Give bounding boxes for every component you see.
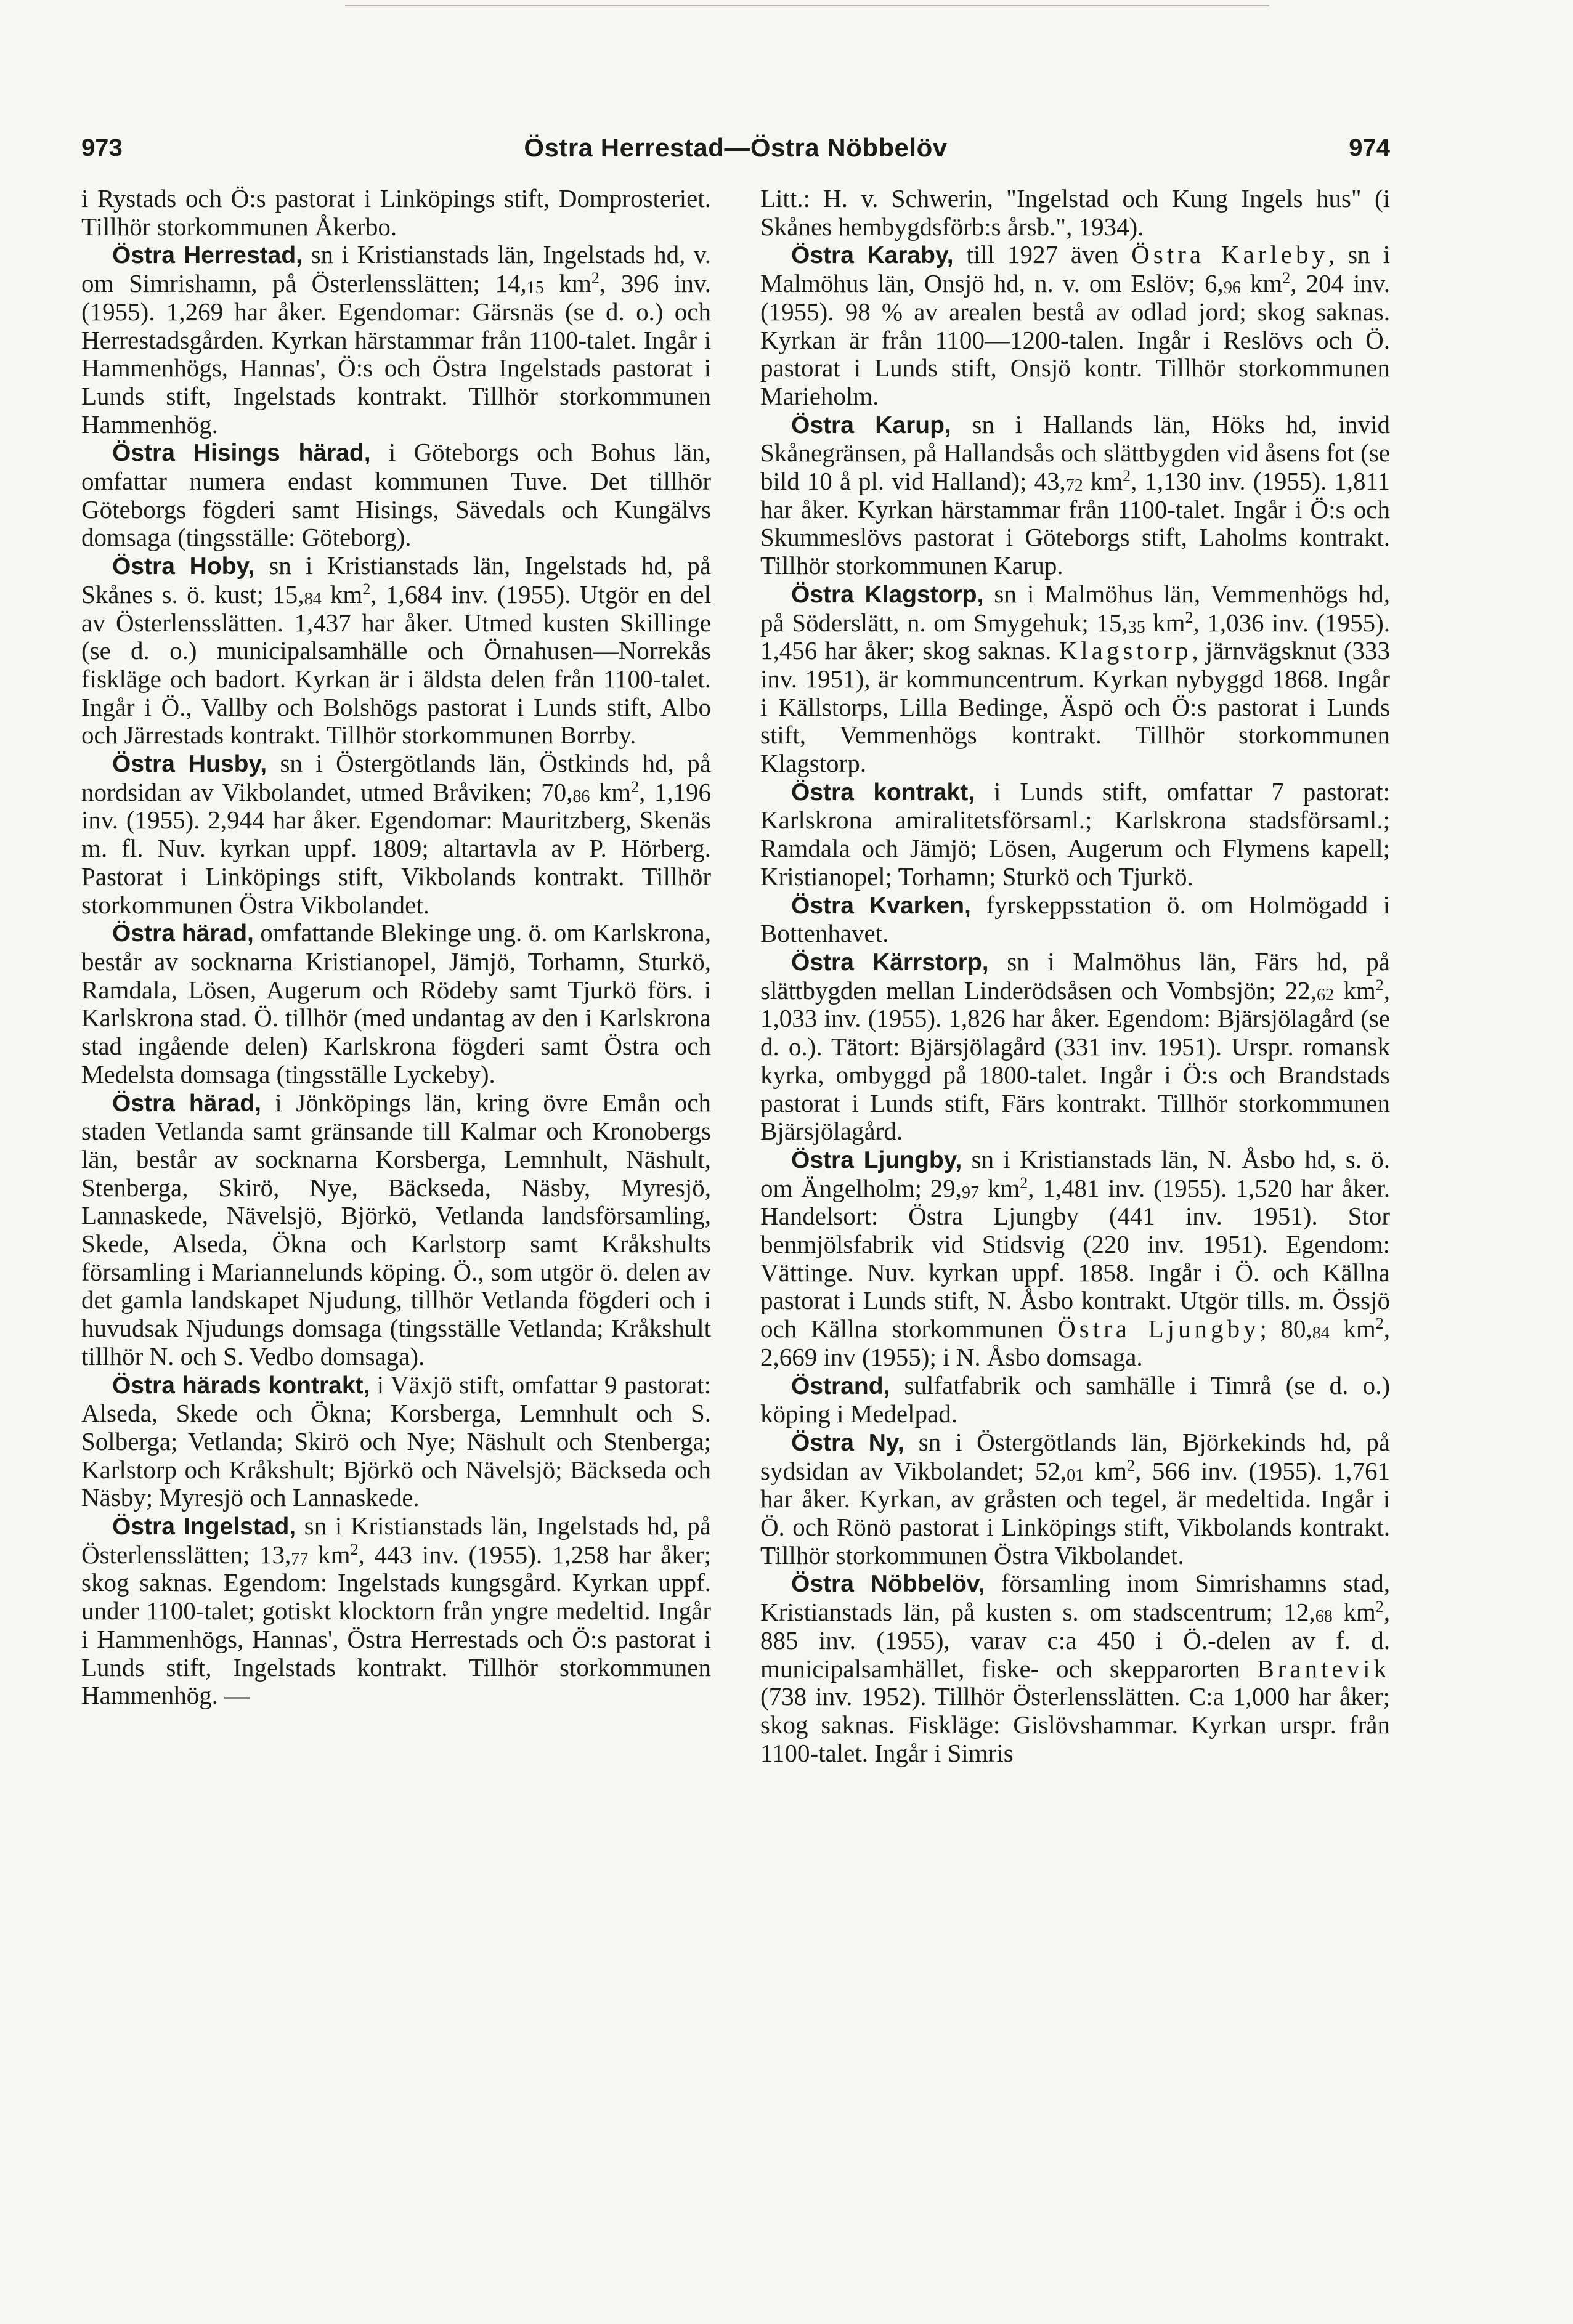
headword: Östra Husby, [112, 751, 267, 778]
entry-ostra-ingelstad: Östra Ingelstad, sn i Kristianstads län, Ingelstads hd, på Österlensslätten; $13,_{77}$ $km^2$, 443 inv. (1955). 1,258 har åker; skog saknas. Egendom: Ingelstads kungsgård. Kyrkan uppf. under 1100-talet; gotiskt klocktorn från yngre medeltid. Ingår i Hammenhögs, Hannas', Östra Herrestads och Ö:s pastorat i Lunds stift, Ingelstads kontrakt. Tillhör storkommunen Hammenhög. — [81, 1512, 712, 1710]
entry-ostra-harads-kontrakt: Östra härads kontrakt, i Växjö stift, omfattar 9 pastorat: Alseda, Skede och Ökna; Korsberga, Lemnhult och S. Solberga; Vetlanda; Skirö och Nye; Näshult och Stenberga; Karlstorp och Kråkshult; Björkö och Nävelsjö; Bäckseda och Näsby; Myresjö och Lannaskede. [81, 1370, 711, 1512]
headword: Östra Ljungby, [791, 1146, 962, 1173]
headword: Östra Hisings härad, [112, 440, 371, 467]
entry-ostra-husby: Östra Husby, sn i Östergötlands län, Östkinds hd, på nordsidan av Vikbolandet, utmed Bråviken; $70,_{86}$ $km^2$, 1,196 inv. (1955). 2,944 har åker. Egendomar: Mauritzberg, Skenäs m. fl. Nuv. kyrkan uppf. 1809; altartavla av P. Hörberg. Pastorat i Linköpings stift, Vikbolands kontrakt. Tillhör storkommunen Östra Vikbolandet. [81, 749, 711, 919]
page-number-left: 973 [81, 134, 123, 161]
headword: Östrand, [791, 1372, 890, 1399]
page-number-right: 974 [1349, 134, 1390, 161]
right-column [760, 185, 1390, 1767]
headword: Östra härad, [112, 920, 254, 947]
running-header [81, 131, 1390, 174]
entry-ostra-karup: Östra Karup, sn i Hallands län, Höks hd, invid Skånegränsen, på Hallandsås och slättbygden vid åsens fot (se bild 10 å pl. vid Halland); $43,_{72}$ $km^2$, 1,130 inv. (1955). 1,811 har åker. Kyrkan härstammar från 1100-talet. Ingår i Ö:s och Skummeslövs pastorat i Göteborgs stift, Laholms kontrakt. Tillhör storkommunen Karup. [760, 410, 1391, 580]
headword: Östra härad, [112, 1090, 261, 1117]
entry-ostra-karrstorp: Östra Kärrstorp, sn i Malmöhus län, Färs hd, på slättbygden mellan Linderödsåsen och Vombsjön; $22,_{62}$ $km^2$, 1,033 inv. (1955). 1,826 har åker. Egendom: Bjärsjölagård (se d. o.). Tätort: Bjärsjölagård (331 inv. 1951). Urspr. romansk kyrka, ombyggd på 1800-talet. Ingår i Ö:s och Brandstads pastorat i Lunds stift, Färs kontrakt. Tillhör storkommunen Bjärsjölagård. [760, 947, 1390, 1146]
headword: Östra Nöbbelöv, [791, 1571, 985, 1598]
entry-ostra-ljungby: Östra Ljungby, sn i Kristianstads län, N. Åsbo hd, s. ö. om Ängelholm; $29,_{97}$ $km^2$, 1,481 inv. (1955). 1,520 har åker. Handelsort: Östra Ljungby (441 inv. 1951). Stor benmjölsfabrik vid Stidsvig (220 inv. 1951). Egendom: Vättinge. Nuv. kyrkan uppf. 1858. Ingår i Ö. och Källna pastorat i Lunds stift, N. Åsbo kontrakt. Utgör tills. m. Össjö och Källna storkommunen Östra Ljungby; $80,_{84}$ $km^2$, 2,669 inv (1955); i N. Åsbo domsaga. [760, 1144, 1391, 1371]
entry-ostra-ny: Östra Ny, sn i Östergötlands län, Björkekinds hd, på sydsidan av Vikbolandet; $52,_{01}$ $km^2$, 566 inv. (1955). 1,761 har åker. Kyrkan, av gråsten och tegel, är medeltida. Ingår i Ö. och Rönö pastorat i Linköpings stift, Vikbolands kontrakt. Tillhör storkommunen Östra Vikbolandet. [760, 1427, 1390, 1569]
entry-ostra-karaby: Östra Karaby, till 1927 även Östra Karleby, sn i Malmöhus län, Onsjö hd, n. v. om Eslöv; $6,_{96}$ $km^2$, 204 inv. (1955). 98 % av arealen bestå av odlad jord; skog saknas. Kyrkan är från 1100—1200-talen. Ingår i Reslövs och Ö. pastorat i Lunds stift, Onsjö kontr. Tillhör storkommunen Marieholm. [760, 240, 1390, 410]
entry-ostra-hoby: Östra Hoby, sn i Kristianstads län, Ingelstads hd, på Skånes s. ö. kust; $15,_{84}$ $km^2$, 1,684 inv. (1955). Utgör en del av Österlensslätten. 1,437 har åker. Utmed kusten Skillinge (se d. o.) municipalsamhälle och Örnahusen—Norrekås fiskläge och badort. Kyrkan är i äldsta delen från 1100-talet. Ingår i Ö., Vallby och Bolshögs pastorat i Lunds stift, Albo och Järrestads kontrakt. Tillhör storkommunen Borrby. [81, 551, 711, 750]
entry-continuation: i Rystads och Ö:s pastorat i Linköpings stift, Domprosteriet. Tillhör storkommunen Åkerbo. [81, 184, 711, 241]
headword: Östra härads kontrakt, [112, 1372, 370, 1399]
headword: Östra Karup, [791, 411, 951, 439]
entry-ostra-herrestad: Östra Herrestad, sn i Kristianstads län, Ingelstads hd, v. om Simrishamn, på Österlensslätten; $14,_{15}$ $km^2$, 396 inv. (1955). 1,269 har åker. Egendomar: Gärsnäs (se d. o.) och Herrestadsgården. Kyrkan härstammar från 1100-talet. Ingår i Hammenhögs, Hannas', Ö:s och Östra Ingelstads pastorat i Lunds stift, Ingelstads kontrakt. Tillhör storkommunen Hammenhög. [81, 240, 711, 439]
entry-ostra-nobbelov: Östra Nöbbelöv, församling inom Simrishamns stad, Kristianstads län, på kusten s. om stadscentrum; $12,_{68}$ $km^2$, 885 inv. (1955), varav c:a 450 i Ö.-delen av f. d. municipalsamhället, fiske- och skepparorten Brantevik (738 inv. 1952). Tillhör Österlensslätten. C:a 1,000 har åker; skog saknas. Fiskläge: Gislövshammar. Kyrkan urspr. från 1100-talet. Ingår i Simris [760, 1569, 1391, 1767]
entry-ostra-harad-blekinge: Östra härad, omfattande Blekinge ung. ö. om Karlskrona, består av socknarna Kristianopel, Jämjö, Torhamn, Sturkö, Ramdala, Lösen, Augerum och Rödeby samt Tjurkö förs. i Karlskrona stad. Ö. tillhör (med undantag av den i Karlskrona stad ingående delen) Karlskrona fögderi samt Östra och Medelsta domsaga (tingsställe Lyckeby). [81, 918, 711, 1088]
entry-ostra-hisings-harad: Östra Hisings härad, i Göteborgs och Bohus län, omfattar numera endast kommunen Tuve. Det tillhör Göteborgs fögderi samt Hisings, Sävedals och Kungälvs domsaga (tingsställe: Göteborg). [81, 438, 711, 552]
entry-ostra-kontrakt: Östra kontrakt, i Lunds stift, omfattar 7 pastorat: Karlskrona amiralitetsförsaml.; Karlskrona stadsförsaml.; Ramdala och Jämjö; Lösen, Augerum och Flymens kapell; Kristianopel; Torhamn; Sturkö och Tjurkö. [760, 777, 1390, 891]
headword: Östra Kärrstorp, [791, 949, 989, 976]
entry-continuation: Litt.: H. v. Schwerin, "Ingelstad och Kung Ingels hus" (i Skånes hembygdsförb:s årsb.", 1934). [760, 184, 1390, 241]
headword: Östra Hoby, [112, 553, 255, 580]
entry-ostra-harad-jonkoping: Östra härad, i Jönköpings län, kring övre Emån och staden Vetlanda samt gränsande till Kalmar och Kronobergs län, består av socknarna Korsberga, Lemnhult, Näshult, Stenberga, Skirö, Nye, Bäckseda, Näsby, Myresjö, Lannaskede, Nävelsjö, Björkö, Vetlanda landsförsamling, Skede, Alseda, Ökna och Karlstorp samt Kråkshults församling i Mariannelunds köping. Ö., som utgör ö. delen av det gamla landskapet Njudung, tillhör Vetlanda fögderi och i huvudsak Njudungs domsaga (tingsställe Vetlanda; Kråkshult tillhör N. och S. Vedbo domsaga). [81, 1088, 711, 1371]
headword: Östra Karaby, [791, 242, 954, 269]
entry-ostrand: Östrand, sulfatfabrik och samhälle i Timrå (se d. o.) köping i Medelpad. [760, 1371, 1390, 1428]
headword: Östra Klagstorp, [791, 581, 984, 608]
running-title: Östra Herrestad—Östra Nöbbelöv [524, 133, 948, 162]
entry-ostra-klagstorp: Östra Klagstorp, sn i Malmöhus län, Vemmenhögs hd, på Söderslätt, n. om Smygehuk; $15,_{35}$ $km^2$, 1,036 inv. (1955). 1,456 har åker; skog saknas. Klagstorp, järnvägsknut (333 inv. 1951), är kommuncentrum. Kyrkan nybyggd 1868. Ingår i Källstorps, Lilla Bedinge, Äspö och Ö:s pastorat i Lunds stift, Vemmenhögs kontrakt. Tillhör storkommunen Klagstorp. [760, 579, 1390, 778]
headword: Östra Kvarken, [791, 892, 971, 919]
scan-top-edge [345, 5, 1269, 6]
headword: Östra Ny, [791, 1429, 904, 1456]
entry-ostra-kvarken: Östra Kvarken, fyrskeppsstation ö. om Holmögadd i Bottenhavet. [760, 890, 1390, 948]
headword: Östra Herrestad, [112, 242, 303, 269]
left-column [81, 185, 711, 1710]
headword: Östra Ingelstad, [112, 1513, 296, 1541]
headword: Östra kontrakt, [791, 779, 975, 806]
